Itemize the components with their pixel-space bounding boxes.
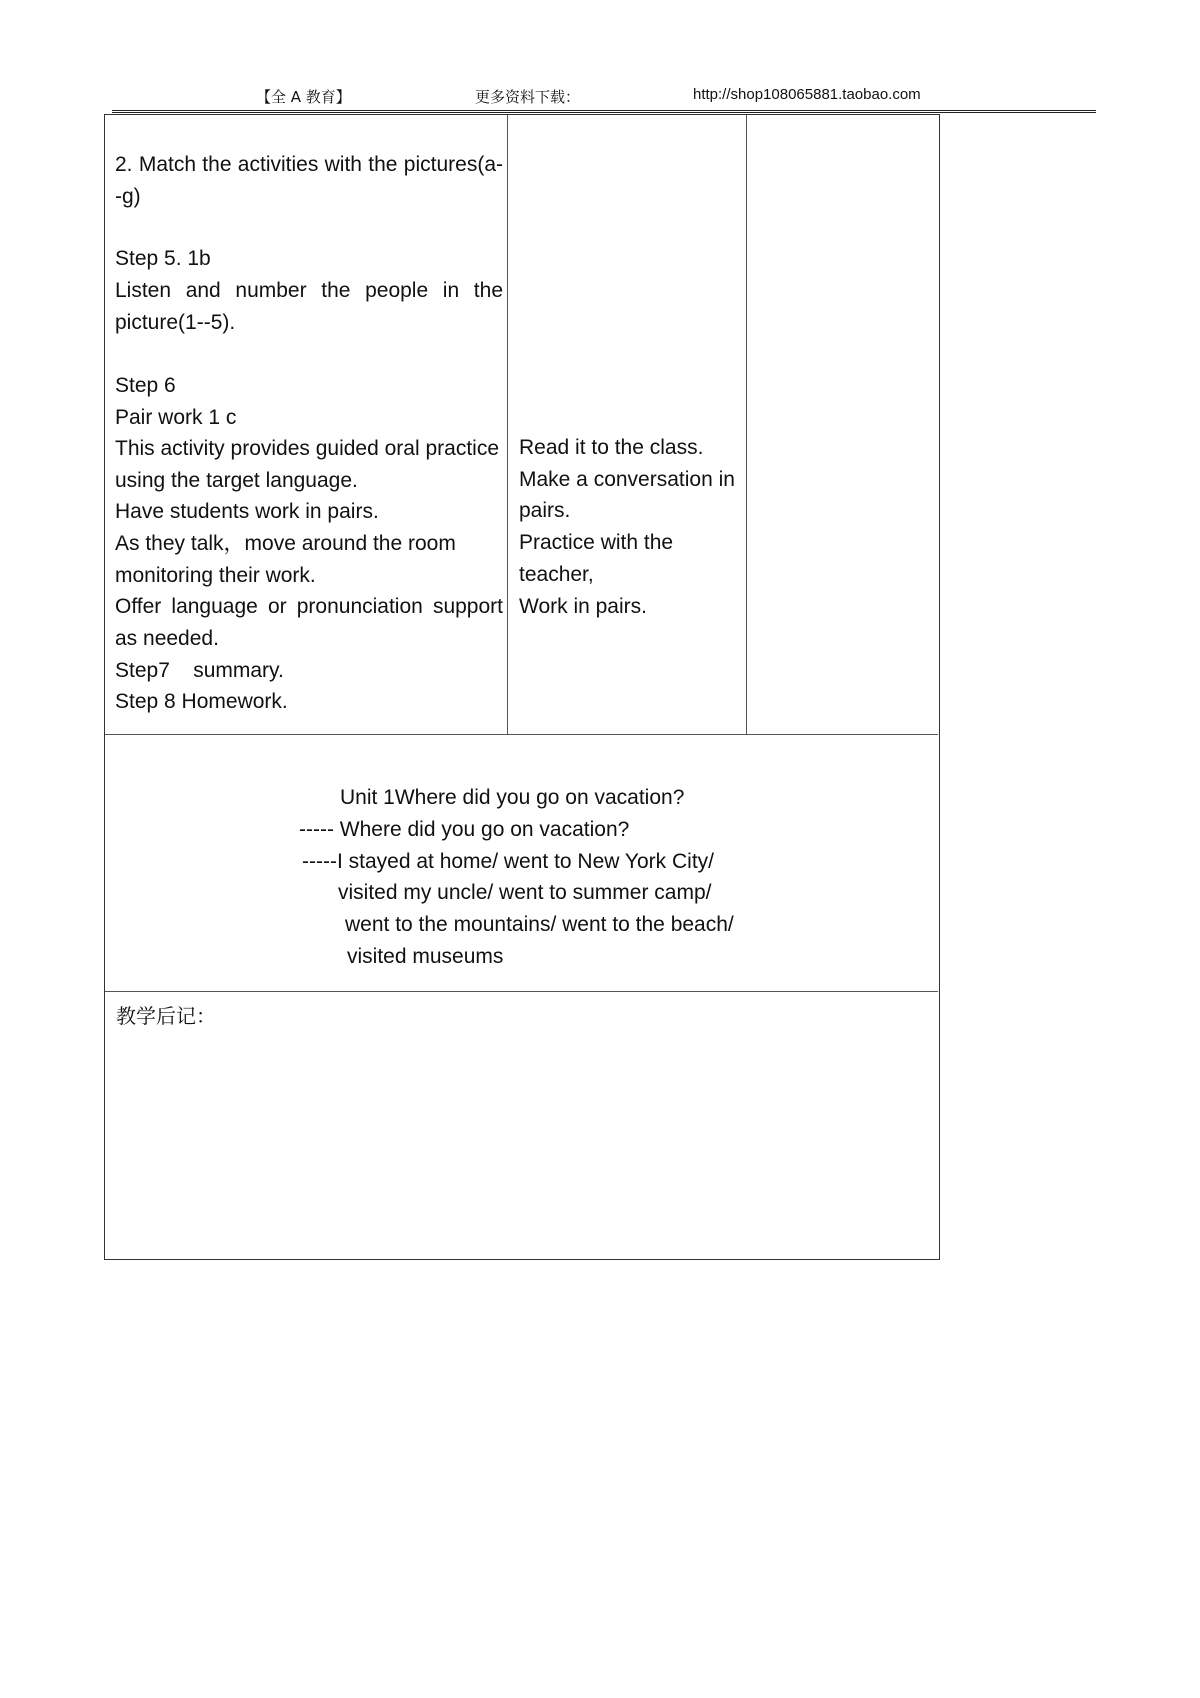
teaching-steps-row <box>105 115 938 735</box>
monitoring-text: As they talk，move around the room monitoring their work. <box>115 532 456 587</box>
header-more-download: 更多资料下载： <box>475 88 581 106</box>
header-url-link[interactable]: http://shop108065881.taobao.com <box>693 86 921 103</box>
student-activity-item: Make a conversation in pairs. <box>519 467 735 523</box>
student-activity-cell <box>508 115 747 734</box>
notes-cell <box>747 115 938 734</box>
language-support-text: Offer language or pronunciation support as needed. <box>115 595 503 650</box>
teacher-activity-cell <box>105 115 508 734</box>
board-answer-line: -----I stayed at home/ went to New York City/ <box>302 850 714 873</box>
step-7-summary: Step7 summary. <box>115 659 284 682</box>
page-header <box>0 86 1200 108</box>
step-5-heading: Step 5. 1b <box>115 247 211 270</box>
student-activity-item: Practice with the teacher, <box>519 531 674 586</box>
step-8-homework: Step 8 Homework. <box>115 690 288 713</box>
step-6-heading: Step 6 <box>115 374 176 397</box>
board-design-row <box>105 735 938 992</box>
teaching-reflection-label: 教学后记： <box>116 1004 216 1028</box>
match-activities-step: 2. Match the activities with the pictures(a--g) <box>115 153 503 208</box>
guided-practice-text: This activity provides guided oral practice using the target language. <box>115 437 500 492</box>
teaching-reflection-row <box>105 992 938 1258</box>
board-answer-line: went to the mountains/ went to the beach/ <box>345 913 734 936</box>
board-unit-title: Unit 1Where did you go on vacation? <box>340 786 685 809</box>
board-question-line: ----- Where did you go on vacation? <box>299 818 630 841</box>
lesson-plan-table <box>104 114 940 1260</box>
header-brand: 【全 A 教育】 <box>256 88 351 106</box>
header-divider <box>112 110 1096 113</box>
board-answer-line: visited my uncle/ went to summer camp/ <box>338 881 712 904</box>
student-activity-item: Work in pairs. <box>519 594 647 618</box>
listen-and-number-step: Listen and number the people in the picture(1--5). <box>115 279 503 334</box>
student-activity-list <box>519 432 741 622</box>
pair-work-heading: Pair work 1 c <box>115 406 237 429</box>
student-activity-item: Read it to the class. <box>519 436 704 459</box>
work-in-pairs-text: Have students work in pairs. <box>115 500 379 523</box>
board-answer-line: visited museums <box>347 945 504 968</box>
